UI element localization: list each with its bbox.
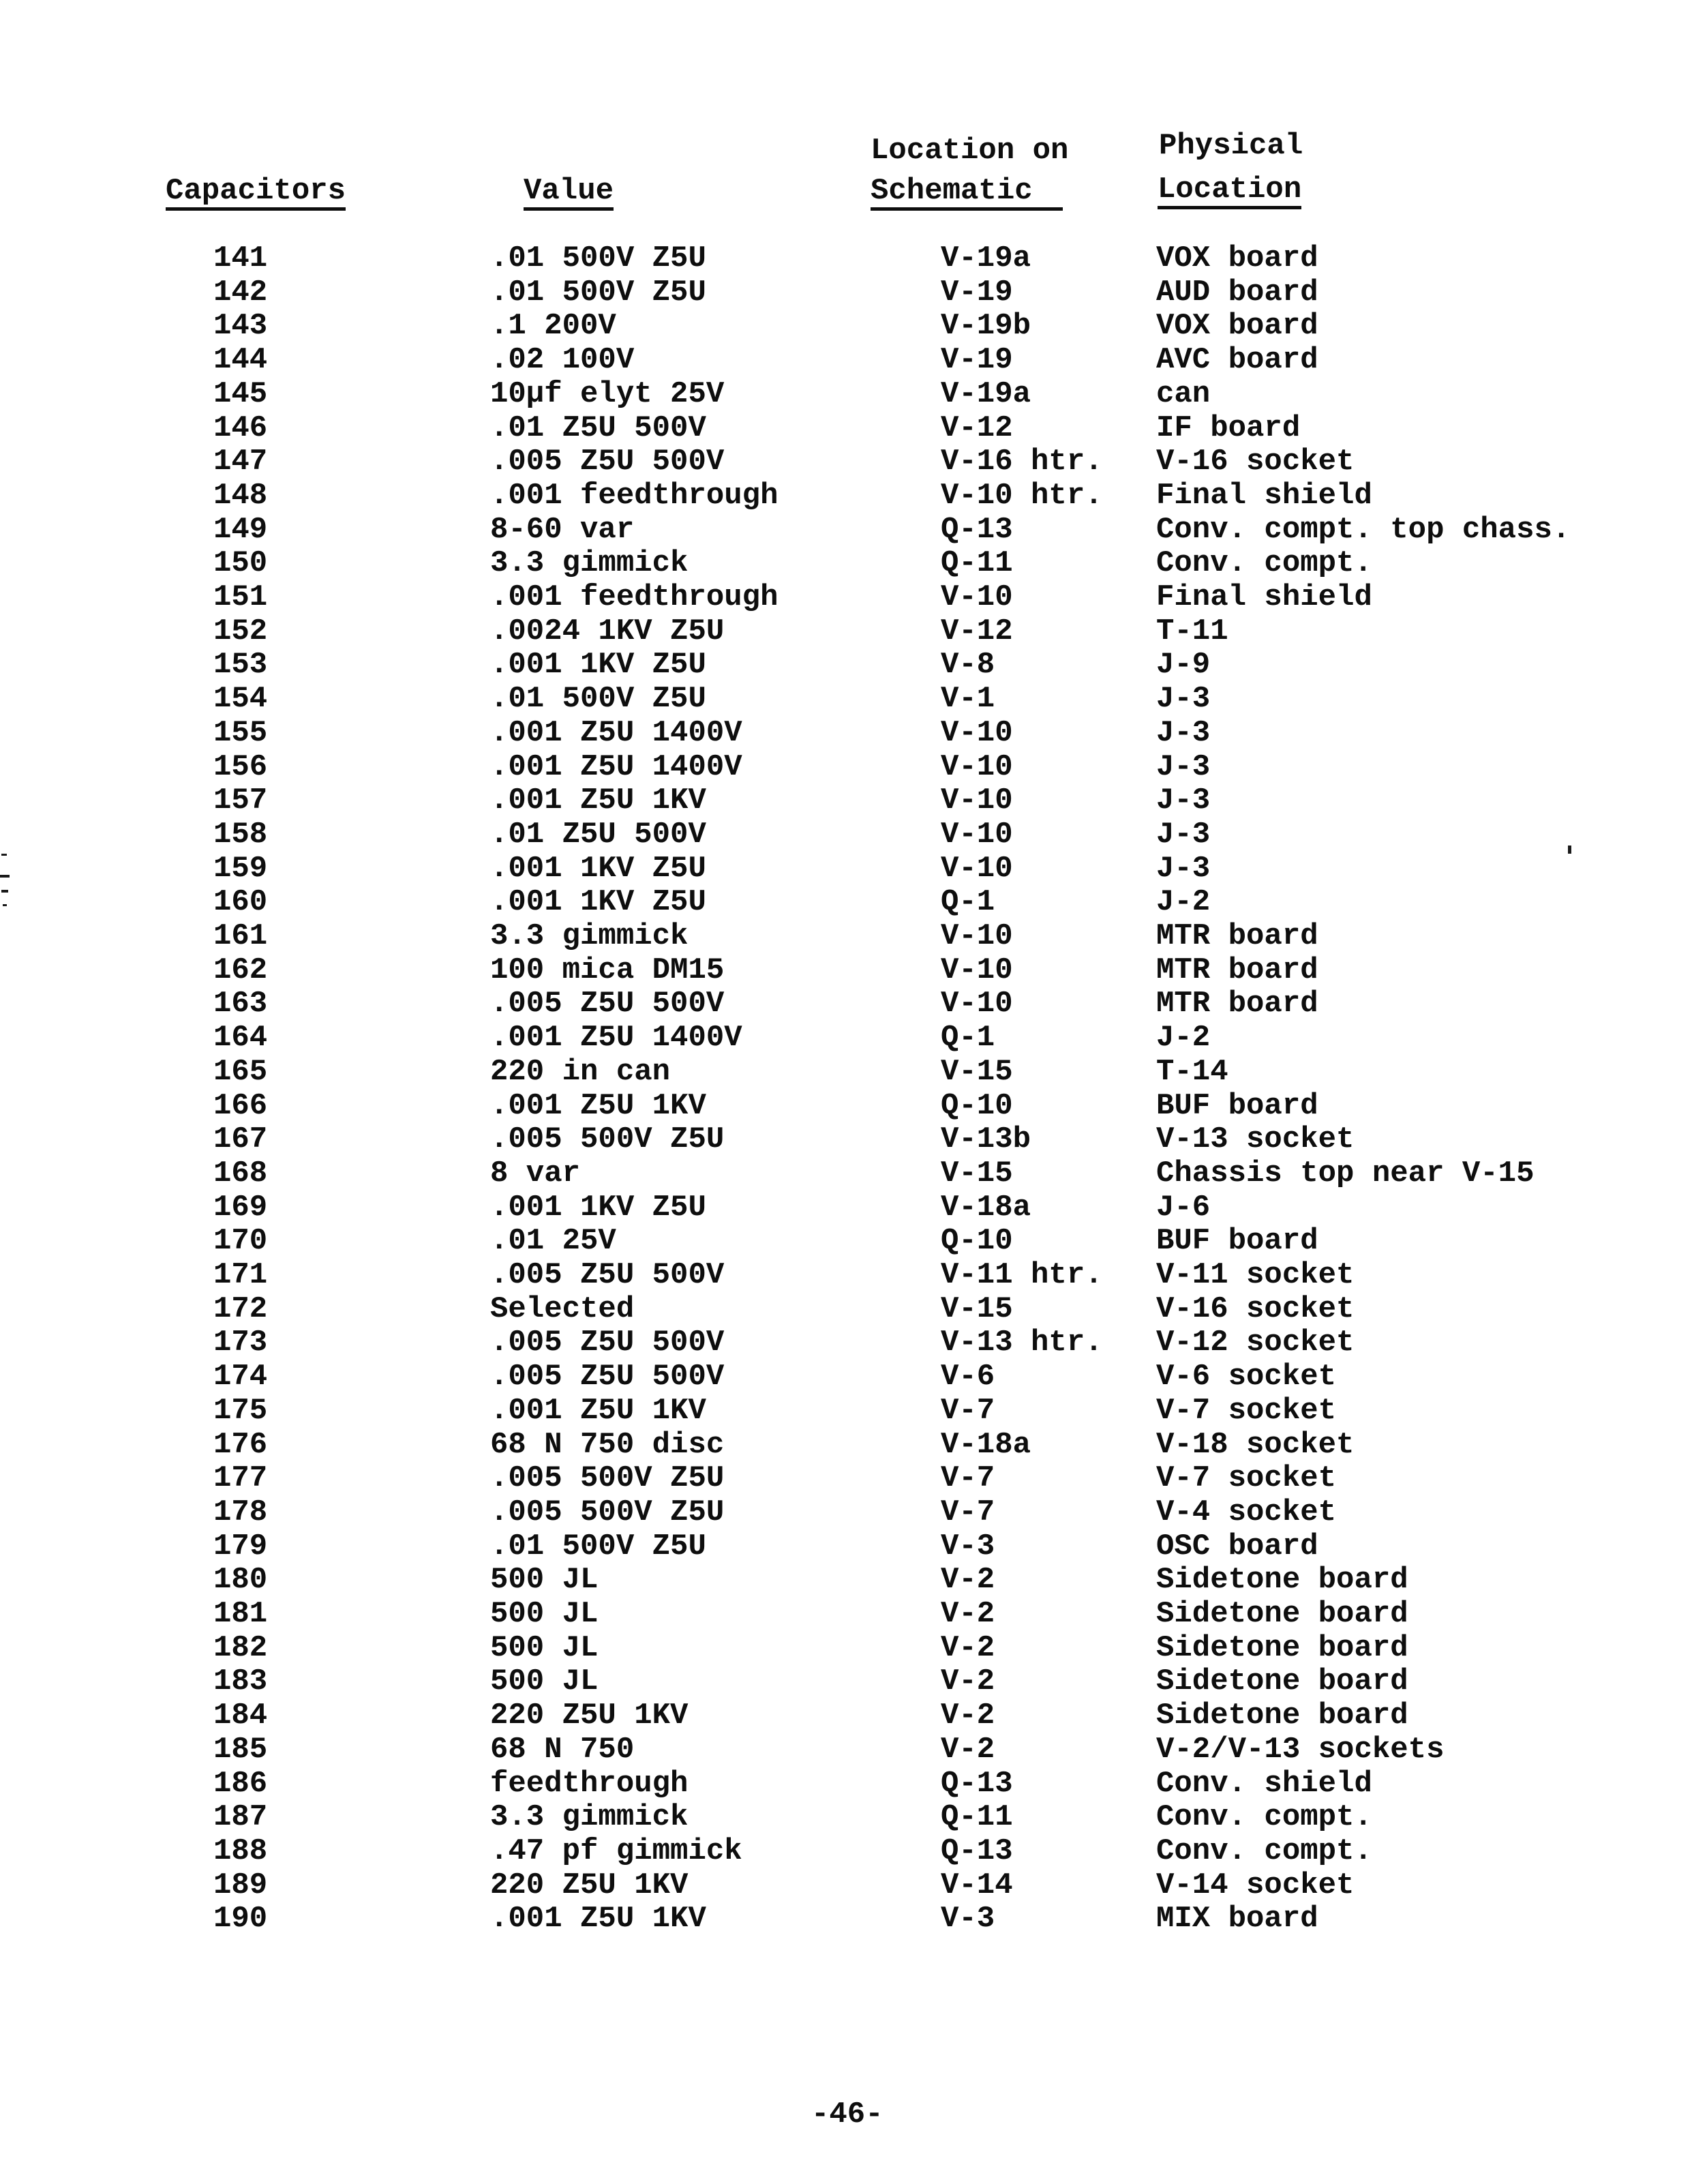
row-173-physical: V-12 socket — [1156, 1326, 1355, 1360]
row-180-physical: Sidetone board — [1156, 1563, 1408, 1598]
row-168-value: 8 var — [490, 1156, 581, 1191]
row-168-num: 168 — [213, 1156, 268, 1191]
row-157-schematic: V-10 — [941, 783, 1013, 818]
row-186-physical: Conv. shield — [1156, 1766, 1372, 1801]
row-185-physical: V-2/V-13 sockets — [1156, 1732, 1445, 1767]
row-183-schematic: V-2 — [941, 1664, 995, 1699]
row-143-schematic: V-19b — [941, 309, 1031, 344]
row-167-schematic: V-13b — [941, 1122, 1031, 1157]
row-145-value: 10μf elyt 25V — [490, 376, 725, 411]
row-178-num: 178 — [213, 1495, 268, 1529]
row-171-schematic: V-11 htr. — [941, 1258, 1103, 1292]
row-179-schematic: V-3 — [941, 1529, 995, 1564]
row-147-schematic: V-16 htr. — [941, 445, 1103, 479]
row-147-num: 147 — [213, 445, 268, 479]
row-155-value: .001 Z5U 1400V — [490, 715, 742, 750]
row-148-schematic: V-10 htr. — [941, 478, 1103, 513]
row-189-schematic: V-14 — [941, 1868, 1013, 1902]
row-189-num: 189 — [213, 1868, 268, 1902]
row-163-physical: MTR board — [1156, 987, 1318, 1021]
row-167-physical: V-13 socket — [1156, 1122, 1355, 1157]
row-178-value: .005 500V Z5U — [490, 1495, 725, 1529]
row-153-value: .001 1KV Z5U — [490, 648, 706, 683]
row-176-value: 68 N 750 disc — [490, 1427, 725, 1462]
row-182-num: 182 — [213, 1630, 268, 1665]
row-146-schematic: V-12 — [941, 410, 1013, 445]
row-180-schematic: V-2 — [941, 1563, 995, 1598]
row-170-schematic: Q-10 — [941, 1224, 1013, 1259]
row-181-num: 181 — [213, 1597, 268, 1631]
row-166-schematic: Q-10 — [941, 1088, 1013, 1123]
row-183-num: 183 — [213, 1664, 268, 1699]
row-180-value: 500 JL — [490, 1563, 599, 1598]
row-166-physical: BUF board — [1156, 1088, 1318, 1123]
row-177-physical: V-7 socket — [1156, 1461, 1337, 1496]
row-177-schematic: V-7 — [941, 1461, 995, 1496]
row-181-schematic: V-2 — [941, 1597, 995, 1631]
row-189-value: 220 Z5U 1KV — [490, 1868, 689, 1902]
row-162-num: 162 — [213, 953, 268, 987]
row-170-num: 170 — [213, 1224, 268, 1259]
row-162-value: 100 mica DM15 — [490, 953, 725, 987]
row-165-value: 220 in can — [490, 1054, 671, 1089]
row-163-num: 163 — [213, 987, 268, 1021]
row-183-value: 500 JL — [490, 1664, 599, 1699]
row-179-num: 179 — [213, 1529, 268, 1564]
row-144-num: 144 — [213, 343, 268, 378]
row-179-value: .01 500V Z5U — [490, 1529, 706, 1564]
row-164-schematic: Q-1 — [941, 1021, 995, 1056]
row-186-schematic: Q-13 — [941, 1766, 1013, 1801]
row-150-physical: Conv. compt. — [1156, 546, 1372, 581]
row-148-num: 148 — [213, 478, 268, 513]
scan-artifact — [1, 854, 7, 856]
row-164-value: .001 Z5U 1400V — [490, 1021, 742, 1056]
row-155-num: 155 — [213, 715, 268, 750]
row-173-schematic: V-13 htr. — [941, 1326, 1103, 1360]
scan-artifact — [1568, 846, 1571, 854]
row-158-num: 158 — [213, 817, 268, 852]
row-150-num: 150 — [213, 546, 268, 581]
row-186-value: feedthrough — [490, 1766, 689, 1801]
scan-artifact — [1, 890, 8, 893]
row-172-num: 172 — [213, 1291, 268, 1326]
row-161-num: 161 — [213, 919, 268, 953]
row-151-value: .001 feedthrough — [490, 580, 779, 614]
header-physical-line1: Physical — [1159, 129, 1303, 163]
row-185-schematic: V-2 — [941, 1732, 995, 1767]
row-162-physical: MTR board — [1156, 953, 1318, 987]
row-184-schematic: V-2 — [941, 1699, 995, 1733]
row-176-num: 176 — [213, 1427, 268, 1462]
header-value: Value — [524, 176, 614, 211]
row-187-value: 3.3 gimmick — [490, 1800, 689, 1835]
row-178-physical: V-4 socket — [1156, 1495, 1337, 1529]
row-163-value: .005 Z5U 500V — [490, 987, 725, 1021]
row-146-value: .01 Z5U 500V — [490, 410, 706, 445]
row-141-num: 141 — [213, 241, 268, 275]
row-160-physical: J-2 — [1156, 885, 1211, 920]
row-144-physical: AVC board — [1156, 343, 1318, 378]
row-145-schematic: V-19a — [941, 376, 1031, 411]
row-176-physical: V-18 socket — [1156, 1427, 1355, 1462]
row-147-physical: V-16 socket — [1156, 445, 1355, 479]
scan-artifact — [0, 875, 10, 878]
row-167-value: .005 500V Z5U — [490, 1122, 725, 1157]
row-150-value: 3.3 gimmick — [490, 546, 689, 581]
row-149-schematic: Q-13 — [941, 512, 1013, 547]
row-160-value: .001 1KV Z5U — [490, 885, 706, 920]
row-160-num: 160 — [213, 885, 268, 920]
row-175-physical: V-7 socket — [1156, 1393, 1337, 1428]
row-177-value: .005 500V Z5U — [490, 1461, 725, 1496]
row-174-schematic: V-6 — [941, 1360, 995, 1394]
row-157-physical: J-3 — [1156, 783, 1211, 818]
row-178-schematic: V-7 — [941, 1495, 995, 1529]
row-159-value: .001 1KV Z5U — [490, 851, 706, 886]
header-schematic-line1: Location on — [871, 134, 1069, 168]
header-physical-line2: Location — [1158, 175, 1301, 209]
row-158-physical: J-3 — [1156, 817, 1211, 852]
row-171-num: 171 — [213, 1258, 268, 1292]
row-152-schematic: V-12 — [941, 614, 1013, 648]
row-142-physical: AUD board — [1156, 275, 1318, 310]
row-152-physical: T-11 — [1156, 614, 1228, 648]
row-169-value: .001 1KV Z5U — [490, 1190, 706, 1225]
row-174-value: .005 Z5U 500V — [490, 1360, 725, 1394]
row-182-schematic: V-2 — [941, 1630, 995, 1665]
row-188-value: .47 pf gimmick — [490, 1834, 742, 1868]
row-169-schematic: V-18a — [941, 1190, 1031, 1225]
row-149-value: 8-60 var — [490, 512, 635, 547]
row-153-physical: J-9 — [1156, 648, 1211, 683]
row-188-num: 188 — [213, 1834, 268, 1868]
row-150-schematic: Q-11 — [941, 546, 1013, 581]
row-141-value: .01 500V Z5U — [490, 241, 706, 275]
row-168-physical: Chassis top near V-15 — [1156, 1156, 1535, 1191]
row-146-physical: IF board — [1156, 410, 1301, 445]
row-155-physical: J-3 — [1156, 715, 1211, 750]
row-185-num: 185 — [213, 1732, 268, 1767]
row-190-schematic: V-3 — [941, 1902, 995, 1936]
row-153-num: 153 — [213, 648, 268, 683]
row-154-value: .01 500V Z5U — [490, 682, 706, 717]
row-164-num: 164 — [213, 1021, 268, 1056]
row-190-physical: MIX board — [1156, 1902, 1318, 1936]
row-174-physical: V-6 socket — [1156, 1360, 1337, 1394]
row-155-schematic: V-10 — [941, 715, 1013, 750]
row-190-value: .001 Z5U 1KV — [490, 1902, 706, 1936]
row-165-num: 165 — [213, 1054, 268, 1089]
row-187-schematic: Q-11 — [941, 1800, 1013, 1835]
row-159-schematic: V-10 — [941, 851, 1013, 886]
row-156-value: .001 Z5U 1400V — [490, 749, 742, 784]
row-151-physical: Final shield — [1156, 580, 1372, 614]
row-190-num: 190 — [213, 1902, 268, 1936]
header-schematic-line2: Schematic — [871, 176, 1063, 211]
row-142-value: .01 500V Z5U — [490, 275, 706, 310]
row-151-schematic: V-10 — [941, 580, 1013, 614]
row-159-num: 159 — [213, 851, 268, 886]
row-177-num: 177 — [213, 1461, 268, 1496]
row-157-value: .001 Z5U 1KV — [490, 783, 706, 818]
row-143-num: 143 — [213, 309, 268, 344]
row-172-value: Selected — [490, 1291, 635, 1326]
row-181-value: 500 JL — [490, 1597, 599, 1631]
row-172-schematic: V-15 — [941, 1291, 1013, 1326]
row-154-physical: J-3 — [1156, 682, 1211, 717]
row-159-physical: J-3 — [1156, 851, 1211, 886]
row-142-num: 142 — [213, 275, 268, 310]
row-182-value: 500 JL — [490, 1630, 599, 1665]
row-145-num: 145 — [213, 376, 268, 411]
scan-artifact — [3, 904, 7, 906]
row-141-physical: VOX board — [1156, 241, 1318, 275]
row-173-num: 173 — [213, 1326, 268, 1360]
row-164-physical: J-2 — [1156, 1021, 1211, 1056]
row-175-value: .001 Z5U 1KV — [490, 1393, 706, 1428]
row-184-physical: Sidetone board — [1156, 1699, 1408, 1733]
row-187-num: 187 — [213, 1800, 268, 1835]
row-149-num: 149 — [213, 512, 268, 547]
row-170-physical: BUF board — [1156, 1224, 1318, 1259]
row-173-value: .005 Z5U 500V — [490, 1326, 725, 1360]
row-157-num: 157 — [213, 783, 268, 818]
row-145-physical: can — [1156, 376, 1211, 411]
row-163-schematic: V-10 — [941, 987, 1013, 1021]
row-168-schematic: V-15 — [941, 1156, 1013, 1191]
row-188-physical: Conv. compt. — [1156, 1834, 1372, 1868]
row-185-value: 68 N 750 — [490, 1732, 635, 1767]
row-156-num: 156 — [213, 749, 268, 784]
row-175-schematic: V-7 — [941, 1393, 995, 1428]
row-176-schematic: V-18a — [941, 1427, 1031, 1462]
row-161-schematic: V-10 — [941, 919, 1013, 953]
row-186-num: 186 — [213, 1766, 268, 1801]
row-154-num: 154 — [213, 682, 268, 717]
row-160-schematic: Q-1 — [941, 885, 995, 920]
row-153-schematic: V-8 — [941, 648, 995, 683]
row-167-num: 167 — [213, 1122, 268, 1157]
header-capacitors: Capacitors — [166, 176, 346, 211]
row-179-physical: OSC board — [1156, 1529, 1318, 1564]
row-180-num: 180 — [213, 1563, 268, 1598]
row-187-physical: Conv. compt. — [1156, 1800, 1372, 1835]
row-148-physical: Final shield — [1156, 478, 1372, 513]
row-156-schematic: V-10 — [941, 749, 1013, 784]
row-151-num: 151 — [213, 580, 268, 614]
row-156-physical: J-3 — [1156, 749, 1211, 784]
row-154-schematic: V-1 — [941, 682, 995, 717]
row-158-schematic: V-10 — [941, 817, 1013, 852]
row-142-schematic: V-19 — [941, 275, 1013, 310]
row-184-num: 184 — [213, 1699, 268, 1733]
row-147-value: .005 Z5U 500V — [490, 445, 725, 479]
row-184-value: 220 Z5U 1KV — [490, 1699, 689, 1733]
row-183-physical: Sidetone board — [1156, 1664, 1408, 1699]
row-144-value: .02 100V — [490, 343, 635, 378]
row-175-num: 175 — [213, 1393, 268, 1428]
row-149-physical: Conv. compt. top chass. — [1156, 512, 1571, 547]
row-152-num: 152 — [213, 614, 268, 648]
row-171-value: .005 Z5U 500V — [490, 1258, 725, 1292]
page-number: -46- — [811, 2097, 883, 2131]
row-172-physical: V-16 socket — [1156, 1291, 1355, 1326]
row-162-schematic: V-10 — [941, 953, 1013, 987]
row-171-physical: V-11 socket — [1156, 1258, 1355, 1292]
row-181-physical: Sidetone board — [1156, 1597, 1408, 1631]
row-166-num: 166 — [213, 1088, 268, 1123]
row-166-value: .001 Z5U 1KV — [490, 1088, 706, 1123]
row-169-num: 169 — [213, 1190, 268, 1225]
row-158-value: .01 Z5U 500V — [490, 817, 706, 852]
row-141-schematic: V-19a — [941, 241, 1031, 275]
row-144-schematic: V-19 — [941, 343, 1013, 378]
row-169-physical: J-6 — [1156, 1190, 1211, 1225]
row-170-value: .01 25V — [490, 1224, 616, 1259]
row-174-num: 174 — [213, 1360, 268, 1394]
row-188-schematic: Q-13 — [941, 1834, 1013, 1868]
row-143-physical: VOX board — [1156, 309, 1318, 344]
row-152-value: .0024 1KV Z5U — [490, 614, 725, 648]
row-189-physical: V-14 socket — [1156, 1868, 1355, 1902]
row-165-physical: T-14 — [1156, 1054, 1228, 1089]
row-161-physical: MTR board — [1156, 919, 1318, 953]
row-143-value: .1 200V — [490, 309, 616, 344]
row-161-value: 3.3 gimmick — [490, 919, 689, 953]
row-182-physical: Sidetone board — [1156, 1630, 1408, 1665]
row-146-num: 146 — [213, 410, 268, 445]
row-165-schematic: V-15 — [941, 1054, 1013, 1089]
row-148-value: .001 feedthrough — [490, 478, 779, 513]
